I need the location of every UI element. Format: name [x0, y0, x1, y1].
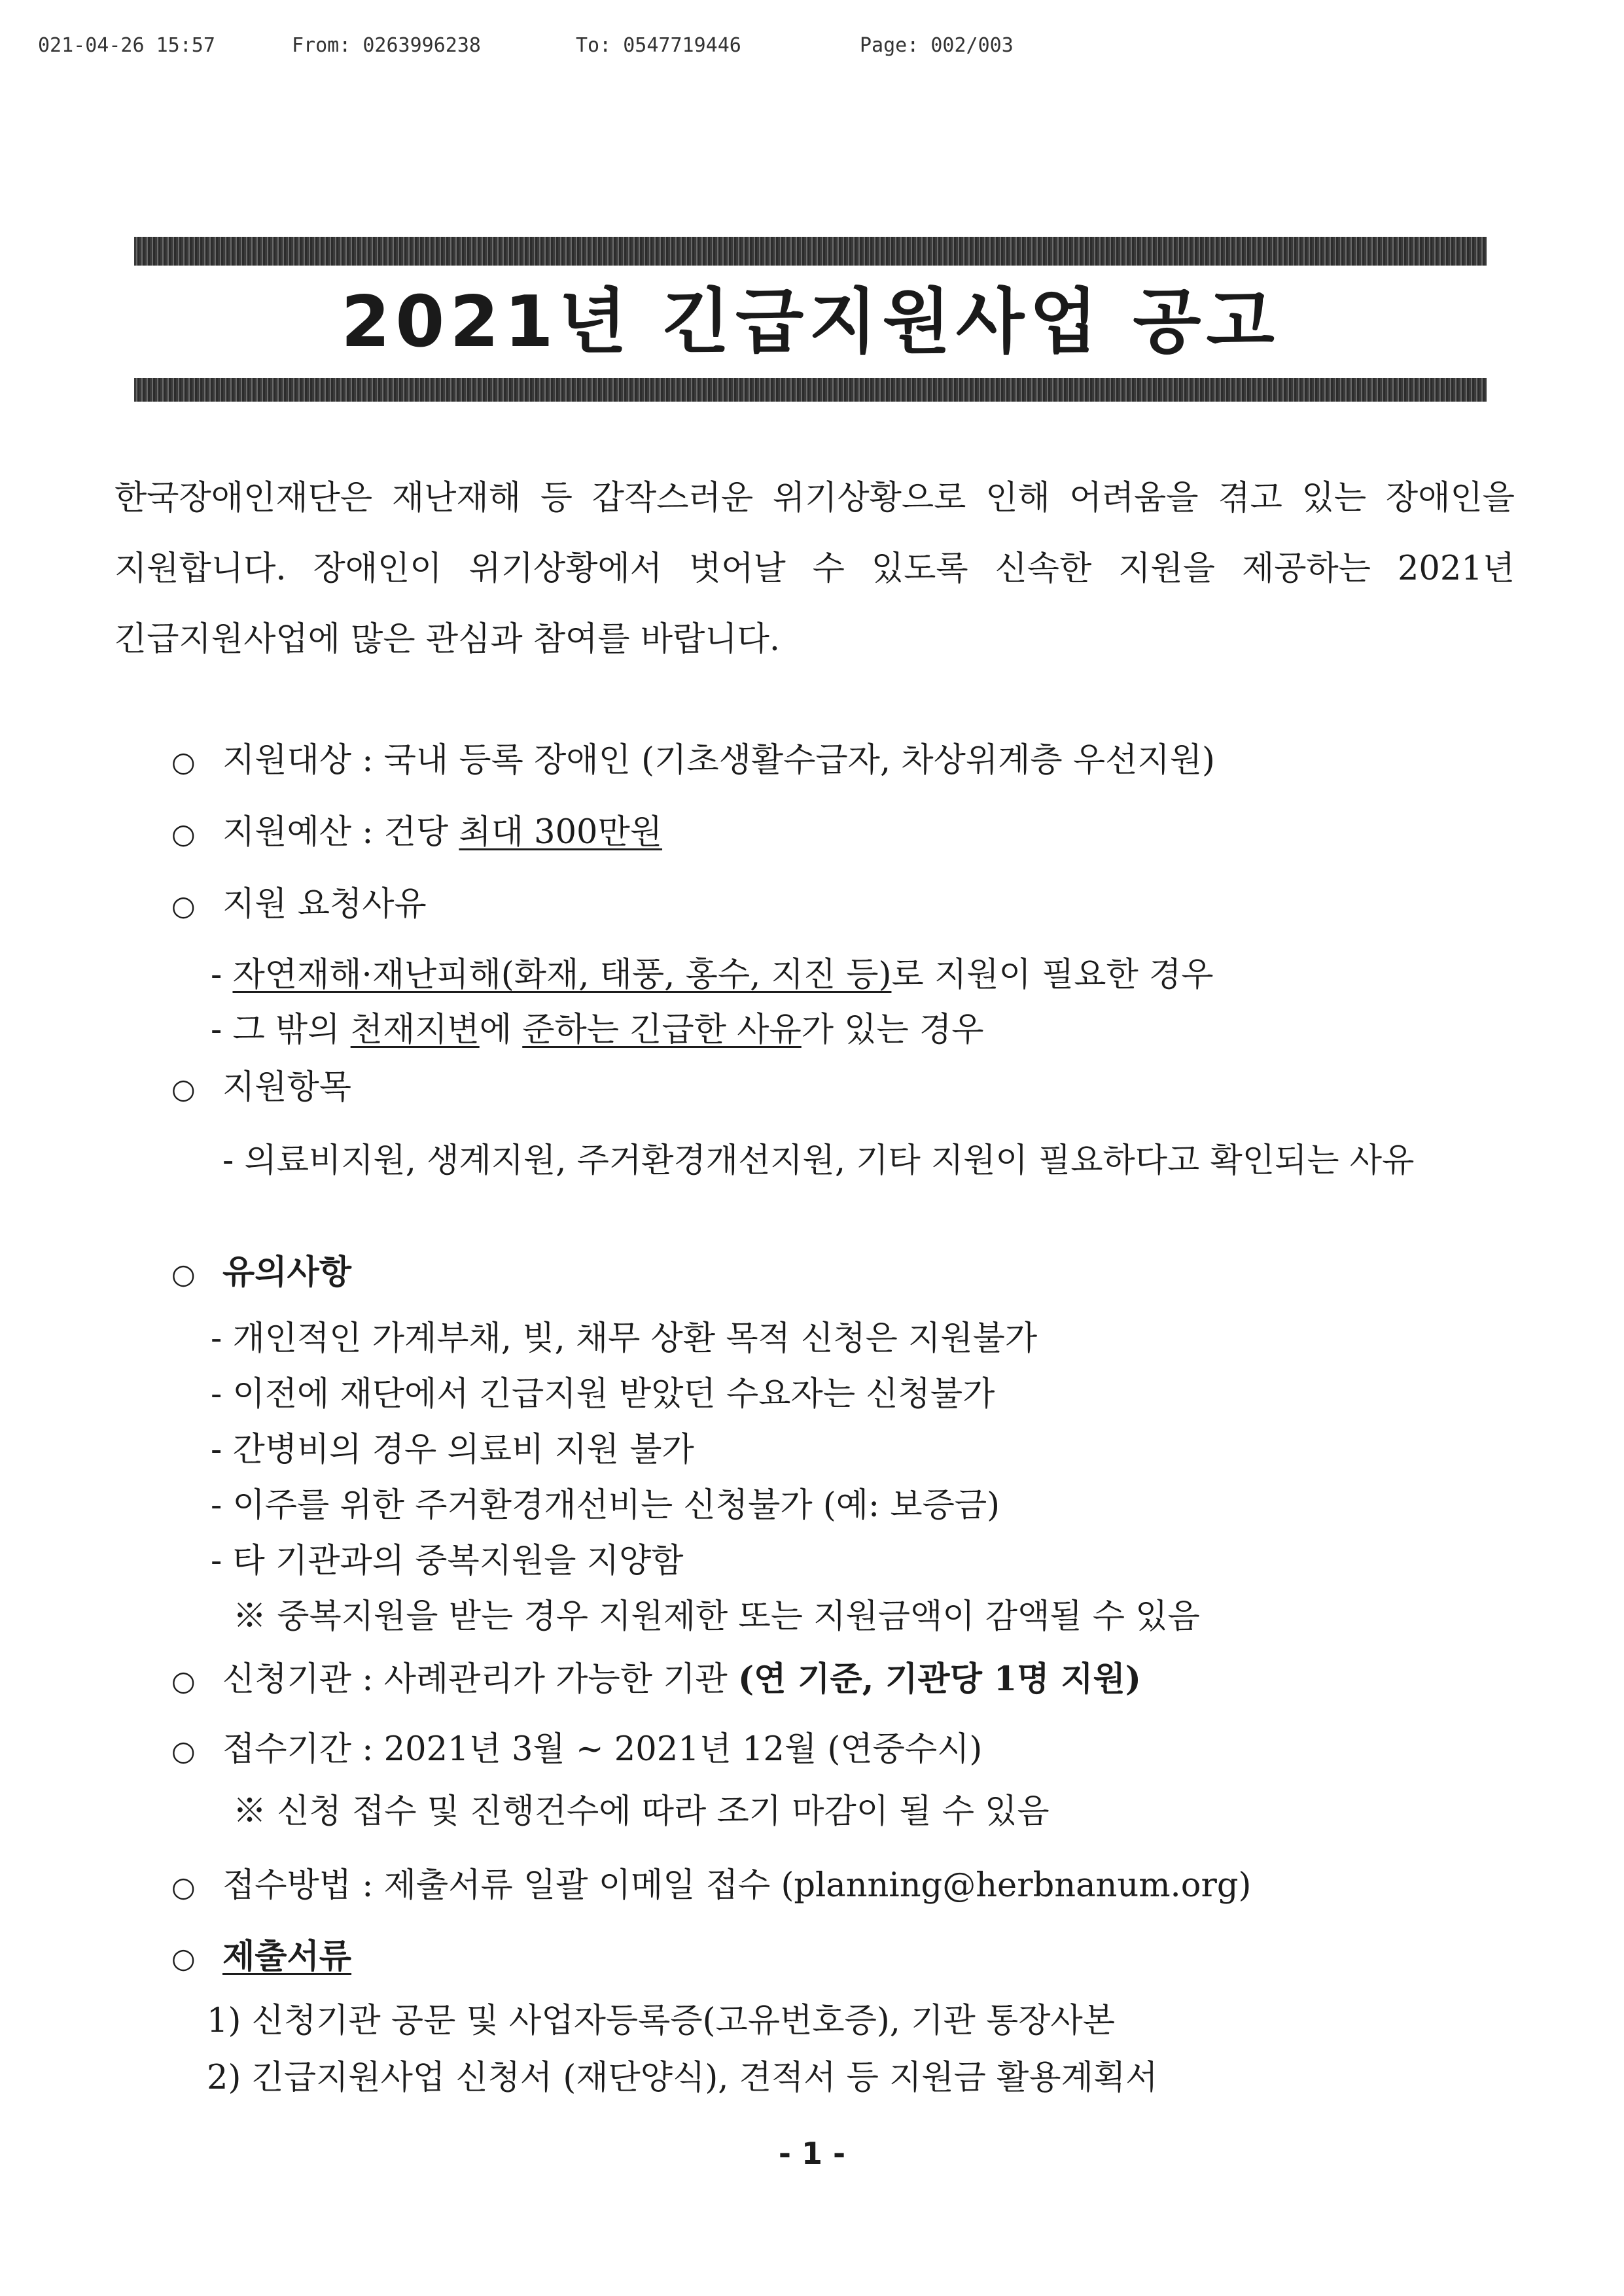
note-item: - 이주를 위한 주거환경개선비는 신청불가 (예: 보증금): [211, 1486, 1000, 1525]
target-text: 지원대상 : 국내 등록 장애인 (기초생활수급자, 차상위계층 우선지원): [222, 741, 1215, 780]
section-reasons: [171, 882, 427, 929]
notes-heading: 유의사항: [222, 1253, 352, 1292]
fax-header: [38, 34, 1085, 67]
title-bar-bottom: [134, 378, 1487, 402]
period-remark: ※ 신청 접수 및 진행건수에 따라 조기 마감이 될 수 있음: [233, 1792, 1050, 1831]
reason-2-underlined-b: 준하는 긴급한 사유: [522, 1011, 802, 1049]
fax-page: Page: 002/003: [860, 34, 1014, 57]
reasons-heading: 지원 요청사유: [222, 885, 427, 924]
section-notes: [171, 1249, 351, 1297]
section-period: [171, 1727, 982, 1774]
method-text: 접수방법 : 제출서류 일괄 이메일 접수 (planning@herbnanum.org): [222, 1866, 1252, 1905]
circle-bullet-icon: ○: [171, 1942, 196, 1974]
fax-timestamp: 021-04-26 15:57: [38, 34, 215, 57]
reason-item-2: - 그 밖의 천재지변에 준하는 긴급한 사유가 있는 경우: [211, 1011, 984, 1049]
section-documents: [171, 1934, 351, 1981]
applicant-bold: (연 기준, 기관당 1명 지원): [737, 1660, 1141, 1699]
notes-remark: ※ 중복지원을 받는 경우 지원제한 또는 지원금액이 감액될 수 있음: [233, 1597, 1200, 1636]
reason-1-underlined: 자연재해·재난피해(화재, 태풍, 홍수, 지진 등): [232, 956, 892, 994]
circle-bullet-icon: ○: [171, 746, 196, 778]
circle-bullet-icon: ○: [171, 1735, 196, 1767]
period-text: 접수기간 : 2021년 3월 ~ 2021년 12월 (연중수시): [222, 1730, 983, 1769]
reason-2-underlined-a: 천재지변: [350, 1011, 480, 1049]
circle-bullet-icon: ○: [171, 1258, 196, 1290]
section-support-items: [171, 1065, 351, 1112]
circle-bullet-icon: ○: [171, 1073, 196, 1105]
applicant-label: 신청기관 : 사례관리가 가능한 기관: [222, 1660, 738, 1699]
budget-amount: 최대 300만원: [459, 813, 663, 852]
note-item: - 간병비의 경우 의료비 지원 불가: [211, 1431, 694, 1469]
note-item: - 개인적인 가계부채, 빚, 채무 상환 목적 신청은 지원불가: [211, 1319, 1038, 1358]
budget-label: 지원예산 : 건당: [222, 813, 459, 852]
note-item: - 타 기관과의 중복지원을 지양함: [211, 1542, 684, 1580]
document-title: 2021년 긴급지원사업 공고: [341, 281, 1280, 363]
document-item: 1) 신청기관 공문 및 사업자등록증(고유번호증), 기관 통장사본: [207, 2002, 1116, 2040]
document-item: 2) 긴급지원사업 신청서 (재단양식), 견적서 등 지원금 활용계획서: [207, 2059, 1158, 2097]
reason-item-1: - 자연재해·재난피해(화재, 태풍, 홍수, 지진 등)로 지원이 필요한 경우: [211, 956, 1214, 994]
section-method: [171, 1863, 1251, 1910]
circle-bullet-icon: ○: [171, 818, 196, 850]
fax-from: From: 0263996238: [292, 34, 481, 57]
title-bar-top: [134, 237, 1487, 266]
page-number: - 1 -: [778, 2136, 846, 2171]
support-items-heading: 지원항목: [222, 1068, 352, 1107]
intro-paragraph: 한국장애인재단은 재난재해 등 갑작스러운 위기상황으로 인해 어려움을 겪고 있는 장애인을 지원합니다. 장애인이 위기상황에서 벗어날 수 있도록 신속한 지원을 제공하는 2021년 긴급지원사업에 많은 관심과 참여를 바랍니다.: [115, 479, 1515, 659]
circle-bullet-icon: ○: [171, 890, 196, 922]
documents-heading: 제출서류: [222, 1937, 352, 1976]
fax-to: To: 0547719446: [576, 34, 741, 57]
circle-bullet-icon: ○: [171, 1665, 196, 1697]
circle-bullet-icon: ○: [171, 1871, 196, 1903]
note-item: - 이전에 재단에서 긴급지원 받았던 수요자는 신청불가: [211, 1375, 995, 1414]
support-items-text: - 의료비지원, 생계지원, 주거환경개선지원, 기타 지원이 필요하다고 확인되는 사유: [222, 1141, 1415, 1180]
section-applicant: [171, 1656, 1141, 1704]
section-target: [171, 738, 1215, 785]
section-budget: [171, 810, 662, 857]
